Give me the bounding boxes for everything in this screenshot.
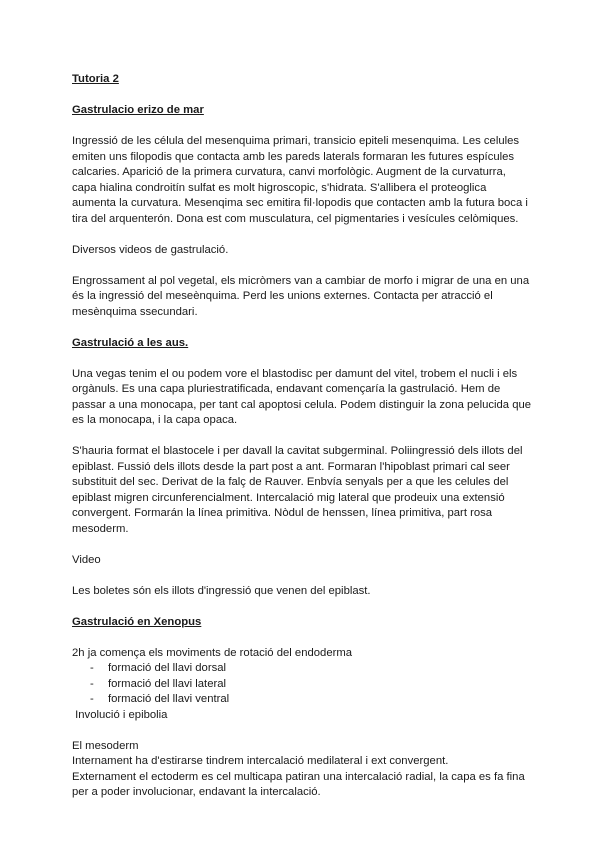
dash-bullet: - <box>90 662 94 674</box>
heading-sea-urchin: Gastrulacio erizo de mar <box>72 104 204 116</box>
list-item <box>72 677 532 693</box>
list-item-text: formació del llavi lateral <box>108 677 227 690</box>
paragraph: 2h ja comença els moviments de rotació del endoderma <box>72 646 353 659</box>
list-item-text: formació del llavi dorsal <box>108 662 227 674</box>
paragraph: S'hauria format el blastocele i per davall la cavitat subgerminal. Poliingressió dels illots del epiblast. Fussió dels illots desde la part post a ant. Formaran l'hipoblast primari cal seer substituit del sec. Derivat de la falç de Rauver. Enbvía senyals per a que les celules del epiblast migren circunferencialment. Intercalació mig lateral que prodeuix una extensió convergent. Formarán la línea primitiva. Nòdul de henssen, línea primitiva, part rosa mesoderm. <box>72 445 523 535</box>
paragraph: Video <box>72 553 101 566</box>
list-item <box>72 692 532 708</box>
paragraph: El mesoderm <box>72 739 139 752</box>
dash-bullet: - <box>90 693 94 705</box>
paragraph: Diversos videos de gastrulació. <box>72 243 229 256</box>
list-item-text: formació del llavi ventral <box>108 693 230 705</box>
paragraph: Involució i epibolia <box>72 708 168 721</box>
paragraph: Ingressió de les célula del mesenquima primari, transicio epiteli mesenquima. Les celules emiten uns filopodis que contacta amb les pareds laterals formaran les futures espícules calcaries. Aparició de la primera curvatura, canvi morfològic. Augment de la curvaturra, capa hialina condroitín sulfat es molt higroscopic, s'hidrata. S'allibera el proteoglica aumenta la curvatura. Mesenqima sec emitira fil·lopodis que contacten amb la futura boca i tira del arquenterón. Dona est com musculatura, cel pigmentaries i vesícules celòmiques. <box>72 135 528 225</box>
paragraph: Internament ha d'estirarse tindrem intercalació medilateral i ext convergent. <box>72 755 449 767</box>
paragraph: Les boletes són els illots d'ingressió que venen del epiblast. <box>72 584 371 597</box>
paragraph: Una vegas tenim el ou podem vore el blastodisc per damunt del vitel, trobem el nucli i els orgànuls. Es una capa pluriestratificada, endavant començaría la gastrulació. Hem de passar a una monocapa, per tant cal apoptosi celula. Podem distinguir la zona pelucida que es la monocapa, i la capa opaca. <box>72 367 532 426</box>
document-title: Tutoria 2 <box>72 73 119 85</box>
heading-birds: Gastrulació a les aus. <box>72 336 189 349</box>
paragraph: Externament el ectoderm es cel multicapa patiran una intercalació radial, la capa es fa fina per a poder involucionar, endavant la intercalació. <box>72 770 525 798</box>
paragraph: Engrossament al pol vegetal, els micròmers van a cambiar de morfo i migrar de una en una és la ingressió del meseènquima. Perd les unions externes. Contacta per atracció el mesènquima ssecundari. <box>72 274 530 318</box>
heading-xenopus: Gastrulació en Xenopus <box>72 615 202 628</box>
document-page <box>72 72 532 801</box>
list-item <box>72 661 532 677</box>
dash-bullet: - <box>90 677 94 690</box>
bullet-list <box>72 661 532 708</box>
